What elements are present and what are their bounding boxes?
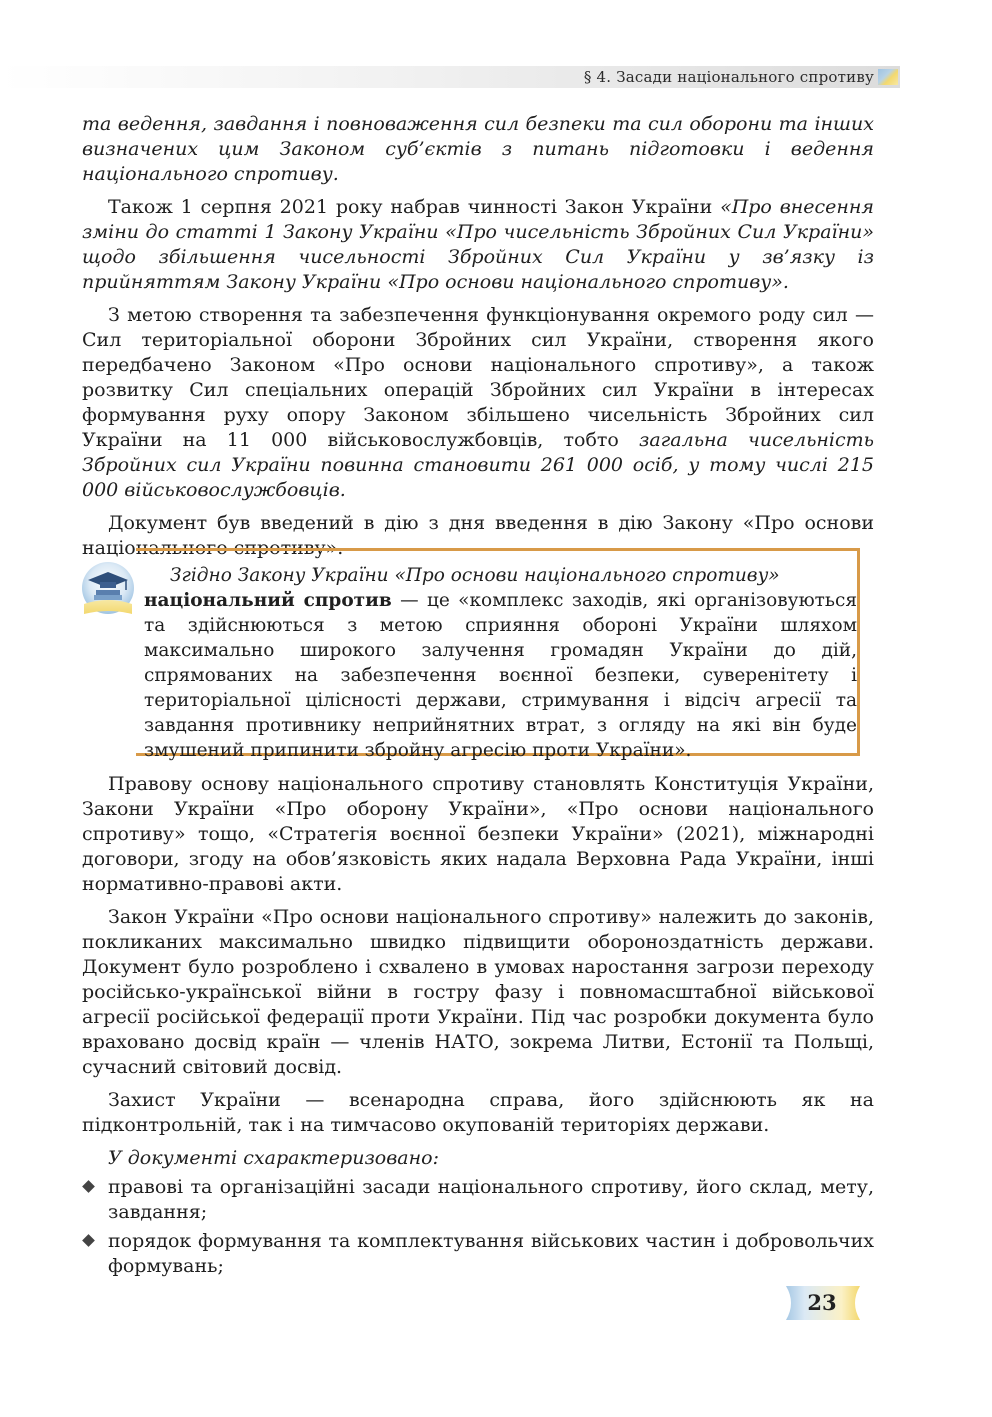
content-bottom [82, 772, 874, 1283]
list-item-text: правові та організаційні засади національного спротиву, його склад, мету, завдання; [108, 1176, 874, 1223]
page-number: 23 [807, 1290, 837, 1315]
callout-intro: Згідно Закону України «Про основи національного спротиву» [170, 565, 780, 586]
list-item [82, 1175, 874, 1225]
diamond-bullet-icon [82, 1234, 95, 1247]
list-intro: У документі схарактеризовано: [108, 1147, 439, 1169]
paragraph-5: Правову основу національного спротиву становлять Конституція України, Закони України «Про оборону України», «Про основи національного спротиву» тощо, «Стратегія воєнної безпеки України» (2021), міжнародні договори, згоду на обов’язковість яких надала Верховна Рада України, інші нормативно-правові акти. [82, 773, 874, 895]
callout-definition [144, 588, 857, 763]
list-item-text: порядок формування та комплектування військових частин і добровольчих формувань; [108, 1230, 874, 1277]
definition-callout [136, 548, 860, 761]
paragraph-3-italic: загальна чисельність Збройних сил України повинна становити 261 000 осіб, у тому числі 215 000 військовослужбовців. [82, 429, 875, 501]
callout-definition-text: — це «комплекс заходів, які організовуються та здійснюються з метою сприяння обороні України шляхом максимально широкого залучення громадян України до дій, спрямованих на забезпечення воєнної безпеки, суверенітету і територіальної цілісності держави, стримування і відсіч агресії та завдання противнику неприйнятних втрат, з огляду на які він буде змушений припинити збройну агресію проти України». [144, 590, 858, 761]
callout-term: національний спротив [144, 590, 392, 611]
paragraph-2-italic: «Про внесення зміни до статті 1 Закону України «Про чисельність Збройних Сил України» щодо збільшення чисельності Збройних Сил України у зв’язку із прийняттям Закону України «Про основи національного спротиву». [82, 196, 875, 293]
bullet-list [82, 1175, 874, 1279]
paragraph-2-text: Також 1 серпня 2021 року набрав чинності Закон України [108, 196, 721, 218]
graduation-cap-books-icon [78, 560, 144, 618]
paragraph-6: Закон України «Про основи національного спротиву» належить до законів, покликаних максимально швидко підвищити обороноздатність держави. Документ було розроблено і схвалено в умовах наростання загрози переходу російсько-української війни в гостру фазу і повномасштабної військової агресії російської федерації проти України. Під час розробки документа було враховано досвід країн — членів НАТО, зокрема Литви, Естонії та Польщі, сучасний світовий досвід. [82, 906, 874, 1078]
header-corner-mark [878, 69, 898, 85]
paragraph-3-text: З метою створення та забезпечення функціонування окремого роду сил — Сил територіальної оборони Збройних сил України, створення якого передбачено Законом «Про основи національного спротиву», а також розвитку Сил спеціальних операцій Збройних сил України в інтересах формування руху опору Законом збільшено чисельність Збройних сил України на 11 000 військовослужбовців, тобто [82, 304, 874, 451]
running-title: § 4. Засади національного спротиву [583, 68, 874, 86]
paragraph-7: Захист України — всенародна справа, його здійснюють як на підконтрольній, так і на тимчасово окупованій територіях держави. [82, 1089, 874, 1136]
paragraph-1: та ведення, завдання і повноваження сил безпеки та сил оборони та інших визначених цим Законом суб’єктів з питань підготовки і ведення національного спротиву. [82, 113, 874, 185]
paragraph-2 [82, 195, 874, 295]
paragraph-4: Документ був введений в дію з дня введення в дію Закону «Про основи національного спротиву». [82, 512, 874, 559]
content-top [82, 112, 874, 569]
list-item [82, 1229, 874, 1279]
diamond-bullet-icon [82, 1180, 95, 1193]
paragraph-3 [82, 303, 874, 503]
